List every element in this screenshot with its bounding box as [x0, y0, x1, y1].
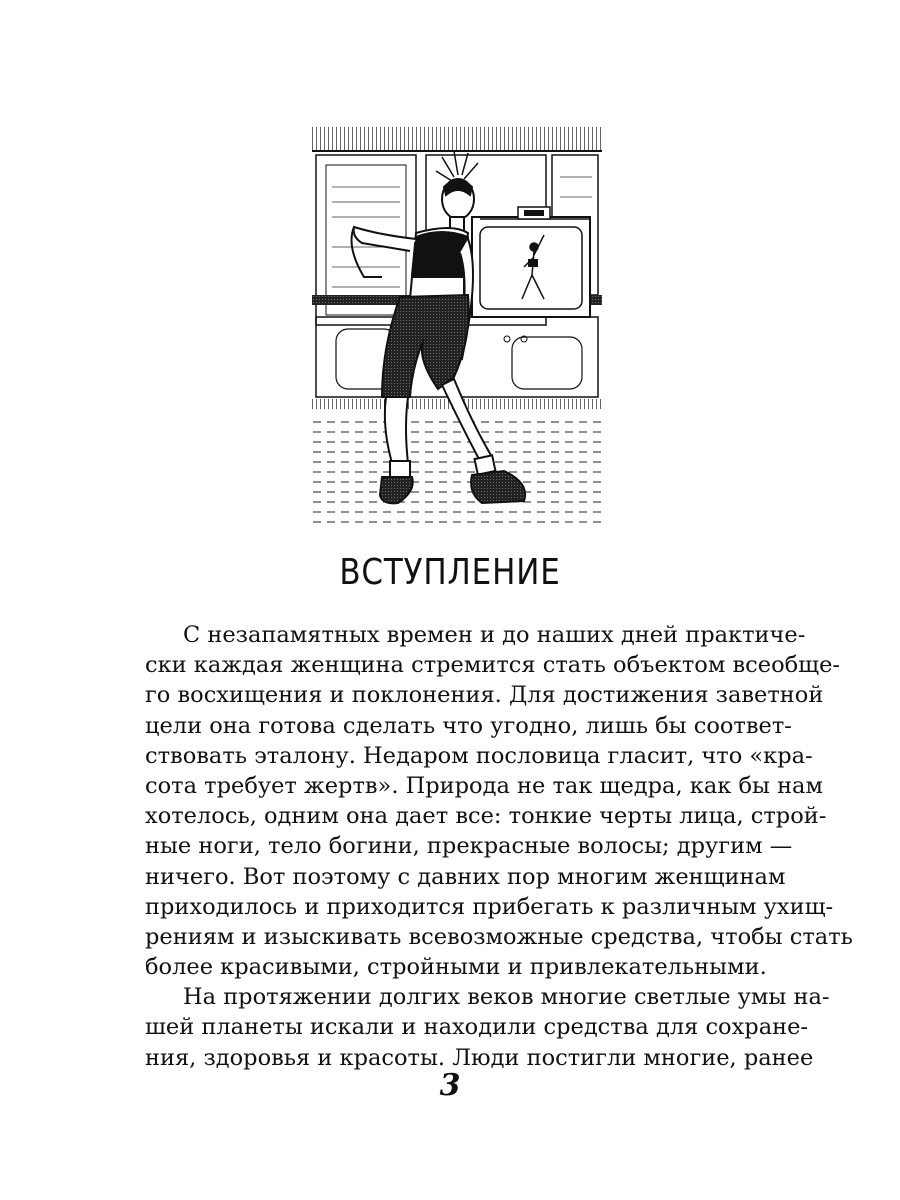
text-line: шей планеты искали и находили средства для сохране-	[145, 1014, 809, 1041]
page-number: 3	[439, 1068, 461, 1103]
text-line: хотелось, одним она дает все: тонкие черты лица, строй-	[145, 803, 827, 830]
text-line: цели она готова сделать что угодно, лишь бы соответ-	[145, 712, 792, 739]
paragraph	[145, 620, 853, 982]
paragraph	[145, 982, 830, 1073]
text-line: ные ноги, тело богини, прекрасные волосы; другим —	[145, 833, 793, 860]
body-text	[145, 620, 853, 1073]
text-line: ния, здоровья и красоты. Люди постигли многие, ранее	[145, 1044, 814, 1071]
text-line: го восхищения и поклонения. Для достижения заветной	[145, 682, 824, 709]
text-line: более красивыми, стройными и привлекательными.	[145, 954, 767, 981]
text-line: ствовать эталону. Недаром пословица гласит, что «кра-	[145, 742, 813, 769]
chapter-illustration	[312, 127, 602, 532]
text-line: С незапамятных времен и до наших дней практиче-	[183, 622, 806, 648]
text-line: ничего. Вот поэтому с давних пор многим женщинам	[145, 863, 786, 890]
woman-exercising-illustration	[312, 127, 602, 532]
text-line: приходилось и приходится прибегать к различным ухищ-	[145, 893, 834, 920]
text-line: ски каждая женщина стремится стать объектом всеобще-	[145, 652, 841, 679]
text-line: сота требует жертв». Природа не так щедра, как бы нам	[145, 772, 823, 799]
text-line: На протяжении долгих веков многие светлые умы на-	[183, 984, 830, 1011]
text-line: рениям и изыскивать всевозможные средства, чтобы стать	[145, 923, 853, 950]
chapter-title: ВСТУПЛЕНИЕ	[339, 552, 561, 593]
